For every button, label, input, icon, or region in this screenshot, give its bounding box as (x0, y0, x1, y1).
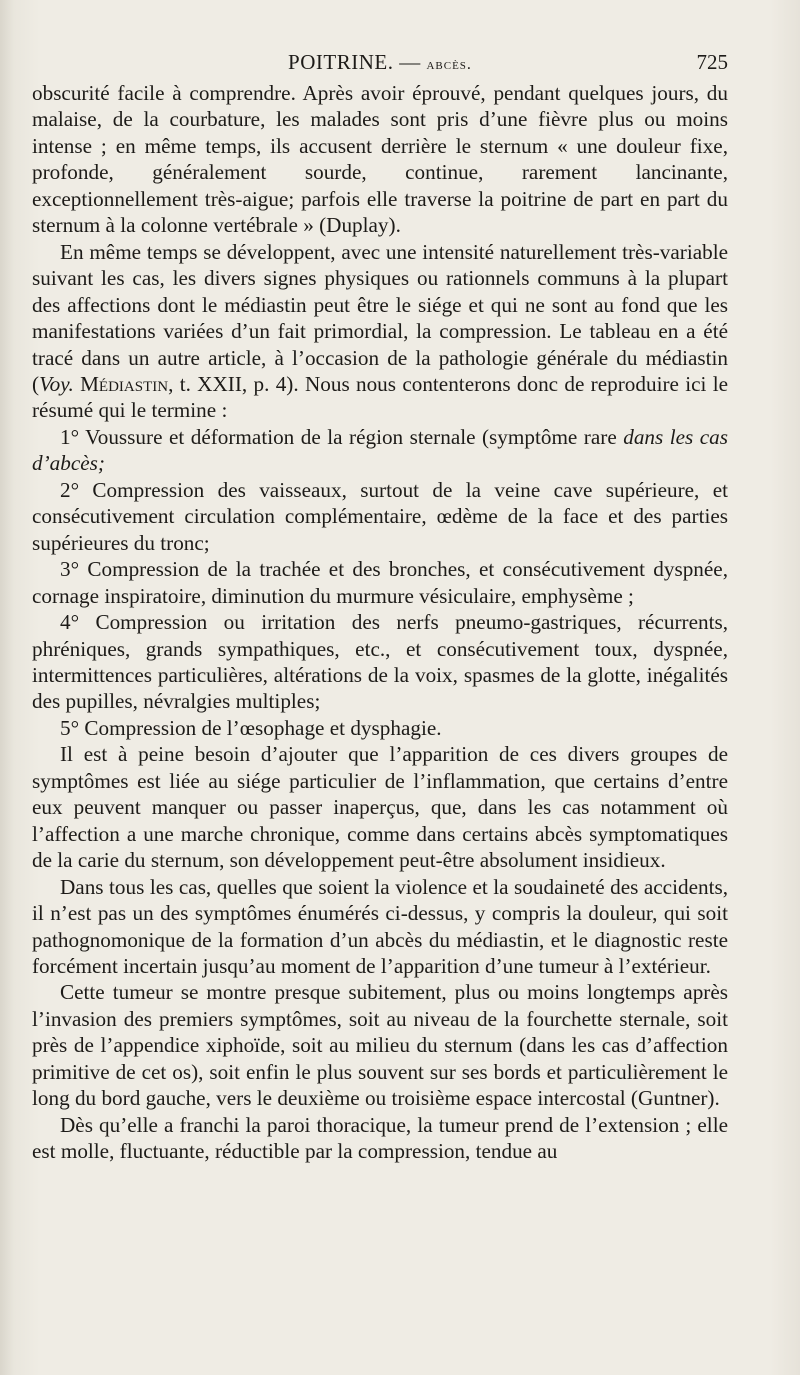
list-item-1-text: 1° Voussure et déformation de la région sternale (symptôme rare (60, 424, 624, 449)
running-title (32, 50, 728, 75)
section-title: POITRINE. (288, 50, 394, 74)
page-number: 725 (696, 50, 728, 74)
paragraph-tumor: Cette tumeur se montre presque subitement, plus ou moins longtemps après l’invasion des premiers symptômes, soit au niveau de la fourchette sternale, soit près de l’appendice xiphoïde, soit au milieu du sternum (dans les cas d’affection primitive de cet os), soit enfin le plus souvent sur ses bords et particulièrement le long du bord gauche, vers le deuxième ou troisième espace intercostal (Guntner). (32, 980, 728, 1111)
list-item-1-italic: dans les cas d’abcès; (32, 424, 728, 476)
paragraph-symptoms: Il est à peine besoin d’ajouter que l’apparition de ces divers groupes de symptômes est liée au siége particulier de l’inflammation, que certains d’entre eux peuvent manquer ou passer inaperçus, que, dans les cas notamment où l’affection a une marche chronique, comme dans certains abcès symptomatiques de la carie du sternum, son développement peut-être absolument insidieux. (32, 742, 728, 873)
voy-reference: Voy. (39, 371, 74, 396)
title-dash: — (393, 50, 427, 74)
paragraph-continuation: obscurité facile à comprendre. Après avoir éprouvé, pendant quelques jours, du malaise, de la courbature, les malades sont pris d’une fièvre plus ou moins intense ; en même temps, ils accusent derrière le sternum « une douleur fixe, profonde, généralement sourde, continue, rarement lancinante, exceptionnellement très-aigue; parfois elle traverse la poitrine de part en part du sternum à la colonne vertébrale » (Duplay). (32, 81, 728, 238)
body-text (32, 80, 728, 1165)
paragraph-extension: Dès qu’elle a franchi la paroi thoracique, la tumeur prend de l’extension ; elle est molle, fluctuante, réductible par la compression, tendue au (32, 1112, 728, 1164)
list-item-3: 3° Compression de la trachée et des bronches, et consécutivement dyspnée, cornage inspiratoire, diminution du murmure vésiculaire, emphysème ; (32, 557, 728, 608)
list-item-4: 4° Compression ou irritation des nerfs pneumo-gastriques, récurrents, phréniques, grands sympathiques, etc., et consécutivement toux, dyspnée, intermittences particulières, altérations de la voix, spasmes de la glotte, inégalités des pupilles, névralgies multiples; (32, 610, 728, 714)
list-item-1 (32, 424, 728, 477)
running-head (32, 46, 728, 82)
paragraph-compression-text-a: En même temps se développent, avec une intensité naturellement très-variable suivant les cas, les divers signes physiques ou rationnels communs à la plupart des affections dont le médiastin peut être le siége et qui ne sont au fond que les manifestations variées d’un fait primordial, la compression. Le tableau en a été tracé dans un autre article, à l’occasion de la pathologie générale du médiastin ( (32, 239, 728, 396)
mediastin-reference: Médiastin (73, 371, 169, 396)
paragraph-compression-text-b: , t. XXII, p. 4). Nous nous contenterons donc de reproduire ici le résumé qui le termine : (32, 371, 729, 423)
paragraph-diagnosis: Dans tous les cas, quelles que soient la violence et la soudaineté des accidents, il n’est pas un des symptômes énumérés ci-dessus, y compris la douleur, qui soit pathognomonique de la formation d’un abcès du médiastin, et le diagnostic reste forcément incertain jusqu’au moment de l’apparition d’une tumeur à l’extérieur. (32, 874, 728, 978)
paragraph-compression (32, 239, 728, 424)
list-item-2: 2° Compression des vaisseaux, surtout de la veine cave supérieure, et consécutivement circulation complémentaire, œdème de la face et des parties supérieures du tronc; (32, 477, 728, 555)
section-subtitle: abcès. (426, 56, 472, 73)
list-item-5: 5° Compression de l’œsophage et dysphagie. (60, 715, 442, 740)
